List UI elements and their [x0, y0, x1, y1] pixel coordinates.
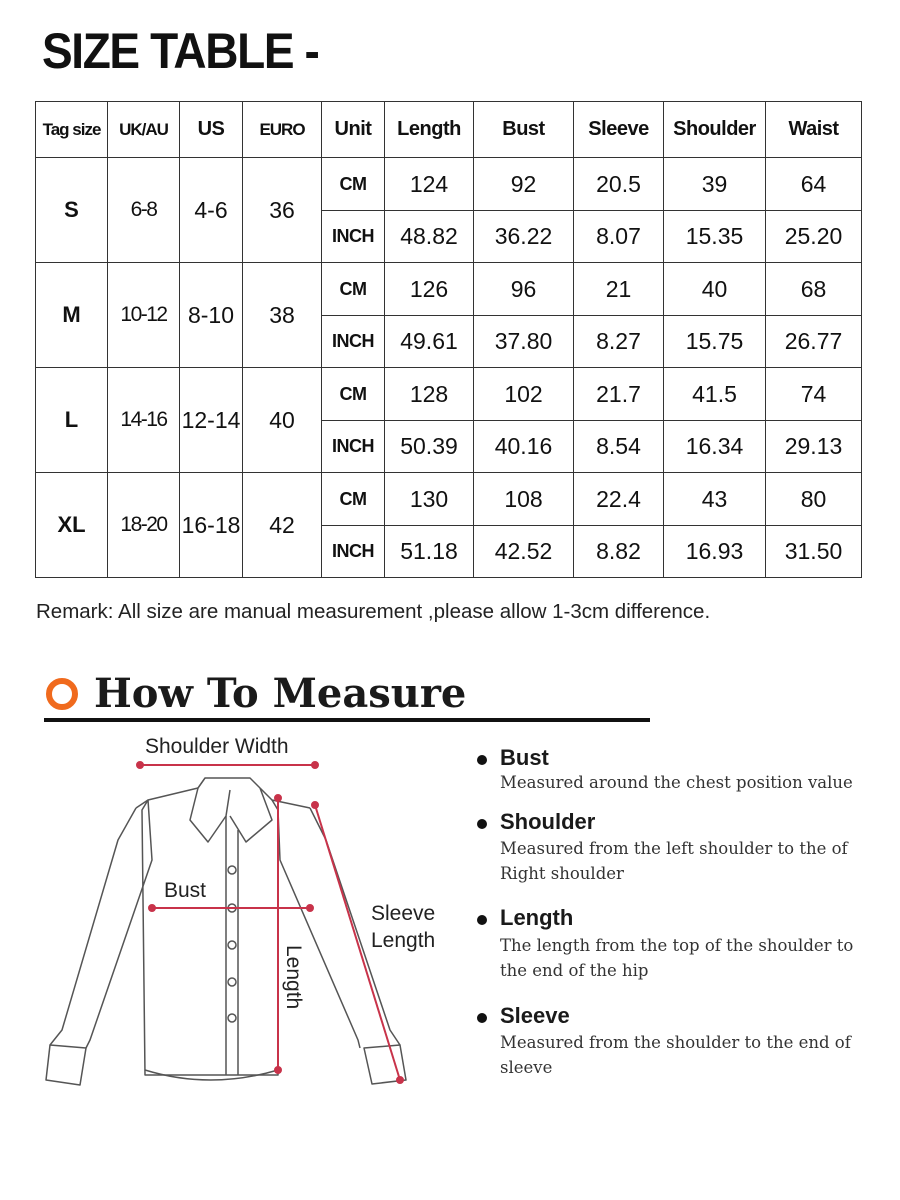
bullet-icon — [477, 819, 487, 829]
waist-cm-cell: 64 — [766, 158, 862, 211]
bust-cm-cell: 96 — [474, 263, 574, 316]
shoulder-inch-cell: 15.35 — [664, 211, 766, 263]
sleeve-cm-cell: 21.7 — [574, 368, 664, 421]
bullet-icon — [477, 915, 487, 925]
header-euro: EURO — [243, 102, 322, 158]
unit-cell-cm: CM — [322, 263, 385, 316]
bust-inch-cell: 36.22 — [474, 211, 574, 263]
euro-cell: 36 — [243, 158, 322, 263]
sleeve-cm-cell: 21 — [574, 263, 664, 316]
label-shoulder-width: Shoulder Width — [145, 735, 289, 758]
header-tag-size: Tag size — [36, 102, 108, 158]
length-cm-cell: 124 — [385, 158, 474, 211]
length-cm-cell: 126 — [385, 263, 474, 316]
length-inch-cell: 51.18 — [385, 526, 474, 578]
label-sleeve-length: Length — [371, 929, 436, 952]
legend-title: Bust — [500, 745, 549, 770]
header-unit: Unit — [322, 102, 385, 158]
shoulder-inch-cell: 16.93 — [664, 526, 766, 578]
length-inch-cell: 49.61 — [385, 316, 474, 368]
length-cm-cell: 130 — [385, 473, 474, 526]
us-cell: 12-14 — [180, 368, 243, 473]
measurement-lines-icon — [137, 762, 403, 1083]
size-table-title: SIZE TABLE - — [42, 23, 319, 79]
bust-cm-cell: 102 — [474, 368, 574, 421]
legend-desc: Measured from the shoulder to the end of sleeve — [500, 1033, 851, 1077]
unit-cell-cm: CM — [322, 473, 385, 526]
sleeve-cm-cell: 22.4 — [574, 473, 664, 526]
legend-title: Sleeve — [500, 1003, 570, 1028]
bust-inch-cell: 42.52 — [474, 526, 574, 578]
unit-cell-inch: INCH — [322, 526, 385, 578]
waist-inch-cell: 25.20 — [766, 211, 862, 263]
tag-size-cell: M — [36, 263, 108, 368]
waist-cm-cell: 68 — [766, 263, 862, 316]
size-rows — [36, 158, 862, 578]
unit-cell-cm: CM — [322, 158, 385, 211]
unit-cell-inch: INCH — [322, 316, 385, 368]
legend-title: Length — [500, 905, 574, 930]
shoulder-inch-cell: 15.75 — [664, 316, 766, 368]
shoulder-cm-cell: 40 — [664, 263, 766, 316]
uk-au-cell: 6-8 — [108, 158, 180, 263]
header-shoulder: Shoulder — [664, 102, 766, 158]
label-length: Length — [282, 945, 305, 1010]
tag-size-cell: S — [36, 158, 108, 263]
table-row — [36, 263, 862, 316]
table-header-row — [36, 102, 862, 158]
size-table — [35, 101, 862, 578]
sleeve-cm-cell: 20.5 — [574, 158, 664, 211]
shirt-outline-icon — [46, 778, 406, 1085]
us-cell: 4-6 — [180, 158, 243, 263]
table-row — [36, 368, 862, 421]
label-sleeve: Sleeve — [371, 902, 436, 925]
shirt-buttons-icon — [228, 866, 236, 1022]
bullet-icon — [477, 1013, 487, 1023]
euro-cell: 42 — [243, 473, 322, 578]
shirt-measurement-diagram — [40, 730, 460, 1100]
waist-inch-cell: 29.13 — [766, 421, 862, 473]
legend-desc: Measured from the left shoulder to the of Right shoulder — [500, 839, 848, 883]
uk-au-cell: 14-16 — [108, 368, 180, 473]
shoulder-cm-cell: 41.5 — [664, 368, 766, 421]
us-cell: 8-10 — [180, 263, 243, 368]
bullet-icon — [477, 755, 487, 765]
tag-size-cell: XL — [36, 473, 108, 578]
uk-au-cell: 18-20 — [108, 473, 180, 578]
length-cm-cell: 128 — [385, 368, 474, 421]
waist-cm-cell: 80 — [766, 473, 862, 526]
shoulder-cm-cell: 39 — [664, 158, 766, 211]
header-underline — [44, 718, 650, 722]
bust-cm-cell: 108 — [474, 473, 574, 526]
waist-cm-cell: 74 — [766, 368, 862, 421]
header-sleeve: Sleeve — [574, 102, 664, 158]
sleeve-inch-cell: 8.27 — [574, 316, 664, 368]
sleeve-inch-cell: 8.54 — [574, 421, 664, 473]
shoulder-cm-cell: 43 — [664, 473, 766, 526]
euro-cell: 38 — [243, 263, 322, 368]
shoulder-inch-cell: 16.34 — [664, 421, 766, 473]
euro-cell: 40 — [243, 368, 322, 473]
uk-au-cell: 10-12 — [108, 263, 180, 368]
header-waist: Waist — [766, 102, 862, 158]
table-row — [36, 158, 862, 211]
waist-inch-cell: 31.50 — [766, 526, 862, 578]
us-cell: 16-18 — [180, 473, 243, 578]
tag-size-cell: L — [36, 368, 108, 473]
header-bust: Bust — [474, 102, 574, 158]
legend-desc: Measured around the chest position value — [500, 773, 853, 792]
legend-title: Shoulder — [500, 809, 596, 834]
label-bust: Bust — [164, 879, 207, 902]
waist-inch-cell: 26.77 — [766, 316, 862, 368]
table-row — [36, 473, 862, 526]
header-length: Length — [385, 102, 474, 158]
how-to-measure-header — [44, 668, 654, 728]
legend-desc: The length from the top of the shoulder to the end of the hip — [500, 936, 854, 980]
unit-cell-cm: CM — [322, 368, 385, 421]
header-us: US — [180, 102, 243, 158]
orange-circle-icon — [46, 678, 78, 710]
header-uk-au: UK/AU — [108, 102, 180, 158]
remark-text: Remark: All size are manual measurement ,please allow 1-3cm difference. — [36, 600, 711, 623]
unit-cell-inch: INCH — [322, 211, 385, 263]
unit-cell-inch: INCH — [322, 421, 385, 473]
length-inch-cell: 50.39 — [385, 421, 474, 473]
length-inch-cell: 48.82 — [385, 211, 474, 263]
bust-inch-cell: 40.16 — [474, 421, 574, 473]
how-to-measure-title: How To Measure — [94, 670, 467, 717]
bust-cm-cell: 92 — [474, 158, 574, 211]
sleeve-inch-cell: 8.07 — [574, 211, 664, 263]
sleeve-inch-cell: 8.82 — [574, 526, 664, 578]
bust-inch-cell: 37.80 — [474, 316, 574, 368]
